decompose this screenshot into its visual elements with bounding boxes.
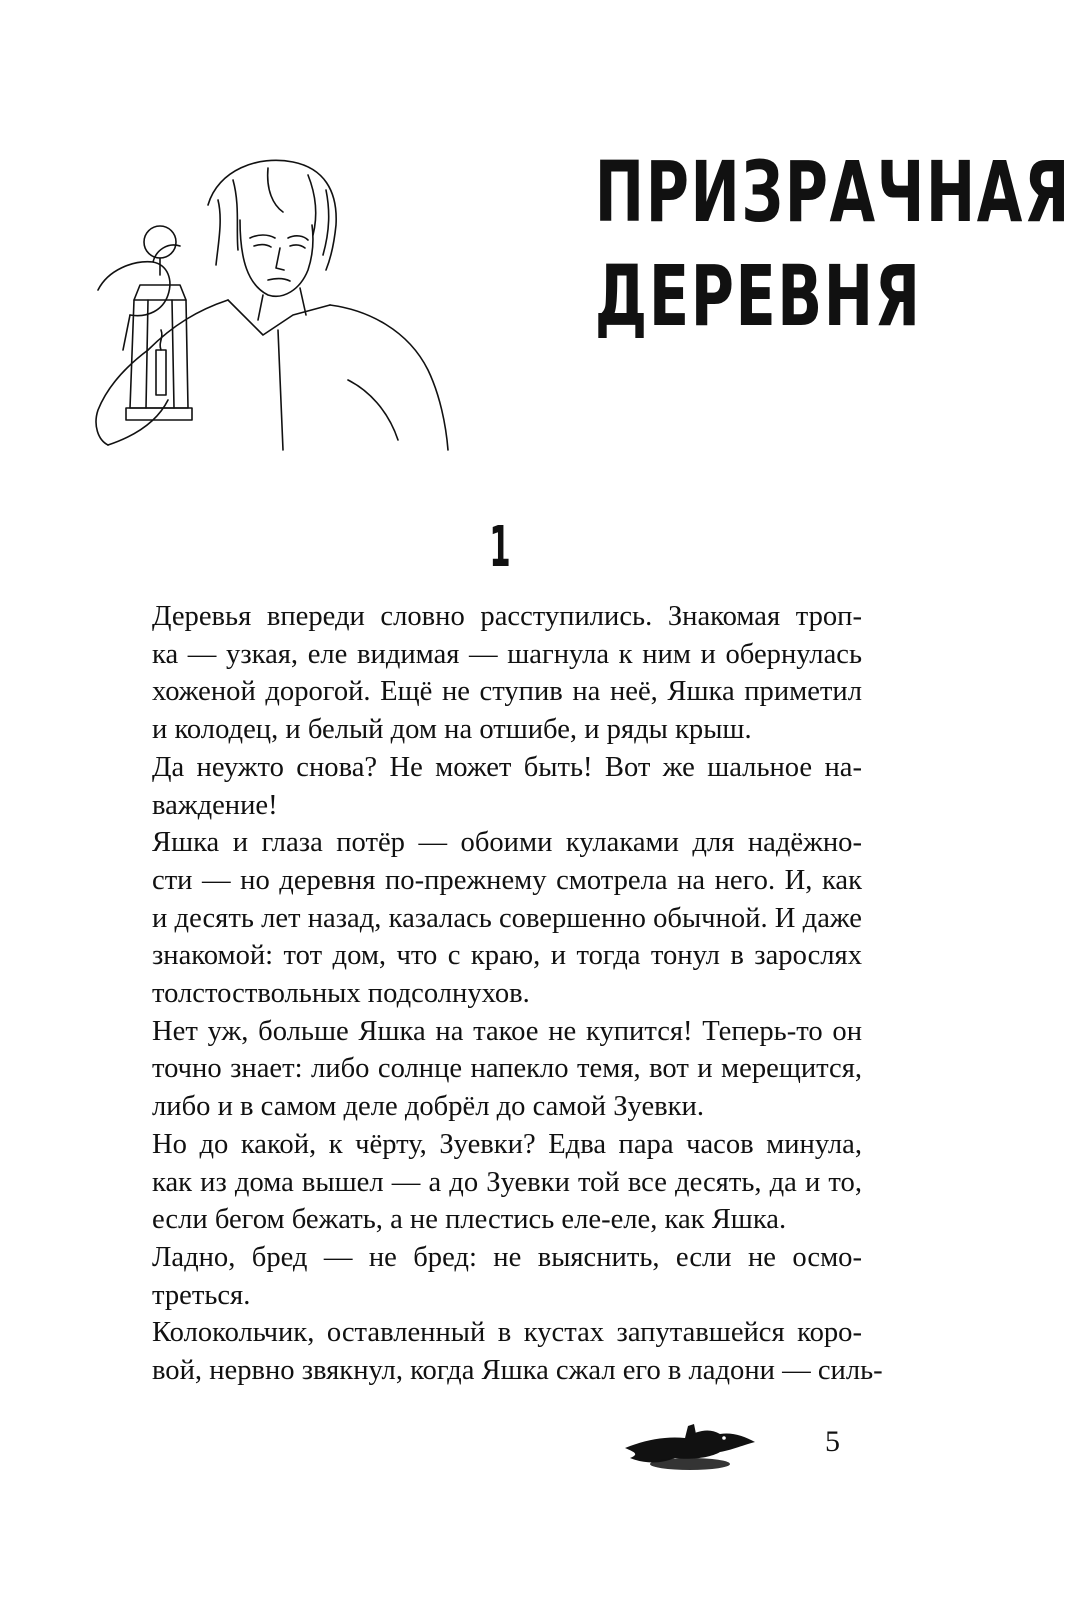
text-line: ка — узкая, еле видимая — шагнула к ним и обернулась	[152, 638, 862, 670]
text-line: важдение!	[152, 789, 278, 821]
text-line: вой, нервно звякнул, когда Яшка сжал его в ладони — силь-	[152, 1355, 883, 1387]
text-line: либо и в самом деле добрёл до самой Зуевки.	[152, 1091, 704, 1123]
text-line: Нет уж, больше Яшка на такое не купится! Теперь-то он	[152, 1015, 862, 1047]
text-line: толстоствольных подсолнухов.	[152, 978, 530, 1010]
page-number: 5	[825, 1425, 840, 1458]
title-line-2: ДЕРЕВНЯ	[594, 247, 922, 345]
chapter-title	[594, 140, 1071, 348]
title-line-1: ПРИЗРАЧНАЯ	[594, 143, 1071, 241]
text-line: хоженой дорогой. Ещё не ступив на неё, Яшка приметил	[152, 676, 862, 708]
text-line: треться.	[152, 1279, 251, 1311]
text-line: сти — но деревня по-прежнему смотрела на него. И, как	[152, 864, 862, 896]
text-line: Но до какой, к чёрту, Зуевки? Едва пара часов минула,	[152, 1128, 862, 1160]
text-line: и десять лет назад, казалась совершенно обычной. И даже	[152, 902, 862, 934]
text-line: если бегом бежать, а не плестись еле-еле, как Яшка.	[152, 1204, 787, 1236]
text-line: Деревья впереди словно расступились. Знакомая троп-	[152, 601, 862, 632]
chapter-number: 1	[489, 515, 511, 580]
text-line: Колокольчик, оставленный в кустах запутавшейся коро-	[152, 1317, 862, 1349]
man-with-lantern-illustration	[68, 150, 458, 460]
text-line: Да неужто снова? Не может быть! Вот же шальное на-	[152, 751, 862, 783]
text-line: Ладно, бред — не бред: не выяснить, если не осмо-	[152, 1241, 862, 1273]
text-line: точно знает: либо солнце напекло темя, вот и мерещится,	[152, 1053, 862, 1085]
text-line: и колодец, и белый дом на отшибе, и ряды крыш.	[152, 714, 752, 746]
text-line: знакомой: тот дом, что с краю, и тогда тонул в зарослях	[152, 940, 862, 972]
crow-ornament-icon	[620, 1418, 760, 1476]
body-text	[152, 598, 883, 1390]
text-line: как из дома вышел — а до Зуевки той все десять, да и то,	[152, 1166, 862, 1198]
text-line: Яшка и глаза потёр — обоими кулаками для надёжно-	[152, 827, 862, 859]
